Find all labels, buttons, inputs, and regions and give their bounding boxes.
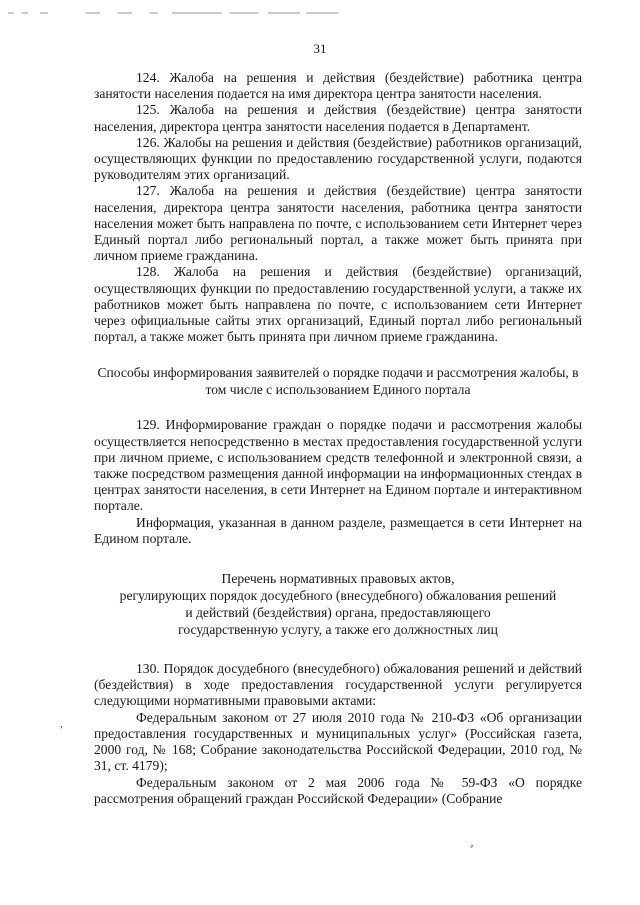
paragraph-124: 124. Жалоба на решения и действия (бездействие) работника центра занятости населения подается на имя директора центра занятости населения. [94, 70, 582, 102]
section-heading-informing: Способы информирования заявителей о порядке подачи и рассмотрения жалобы, в том числе с использованием Единого портала [97, 365, 579, 398]
heading-line: и действий (бездействия) органа, предоставляющего [185, 605, 491, 621]
scan-speck: , [60, 718, 63, 730]
paragraph-125: 125. Жалоба на решения и действия (бездействие) центра занятости населения, директора центра занятости населения подается в Департамент. [94, 102, 582, 134]
paragraph-129: 129. Информирование граждан о порядке подачи и рассмотрения жалобы осуществляется непосредственно в местах предоставления государственной услуги при личном приеме, с использованием средств телефонной и электронной связи, а также посредством размещения данной информации на информационных стендах в центрах занятости населения, в сети Интернет на Едином портале и интерактивном портале. [94, 417, 582, 514]
page-number: 31 [313, 41, 327, 56]
scan-speck: ⸗ [470, 840, 474, 852]
paragraph-law-59: Федеральным законом от 2 мая 2006 года № 59-ФЗ «О порядке рассмотрения обращений граждан Российской Федерации» (Собрание [94, 774, 582, 806]
scan-header-marks [0, 10, 640, 16]
paragraph-126: 126. Жалобы на решения и действия (бездействие) работников организаций, осуществляющих функции по предоставлению государственной услуги, подаются руководителям этих организаций. [94, 134, 582, 183]
paragraph-127: 127. Жалоба на решения и действия (бездействие) центра занятости населения, директора центра занятости населения, работника центра занятости населения может быть направлена по почте, с использованием сети Интернет через Единый портал либо региональный портал, а также может быть принята при личном приеме гражданина. [94, 183, 582, 264]
paragraph-128: 128. Жалоба на решения и действия (бездействие) организаций, осуществляющих функции по предоставлению государственной услуги, а также их работников может быть направлена по почте, с использованием сети Интернет через официальные сайты этих организаций, Единый портал либо региональный портал, а также может быть принята при личном приеме гражданина. [94, 264, 582, 345]
paragraph-information: Информация, указанная в данном разделе, размещается в сети Интернет на Едином портале. [94, 514, 582, 546]
heading-line: регулирующих порядок досудебного (внесудебного) обжалования решений [119, 588, 557, 604]
paragraph-130: 130. Порядок досудебного (внесудебного) обжалования решений и действий (бездействия) в ходе предоставления государственной услуги регулируется следующими нормативными правовыми актами: [94, 661, 582, 709]
paragraph-law-210: Федеральным законом от 27 июля 2010 года № 210-ФЗ «Об организации предоставления государственных и муниципальных услуг» (Российская газета, 2000 год, № 168; Собрание законодательства Российской Федерации, 2010 год, № 31, ст. 4179); [94, 709, 582, 774]
document-body [94, 70, 582, 807]
heading-line: государственную услугу, а также его должностных лиц [178, 622, 498, 638]
heading-line: Перечень нормативных правовых актов, [221, 571, 455, 587]
section-heading-legal-acts [94, 570, 582, 638]
